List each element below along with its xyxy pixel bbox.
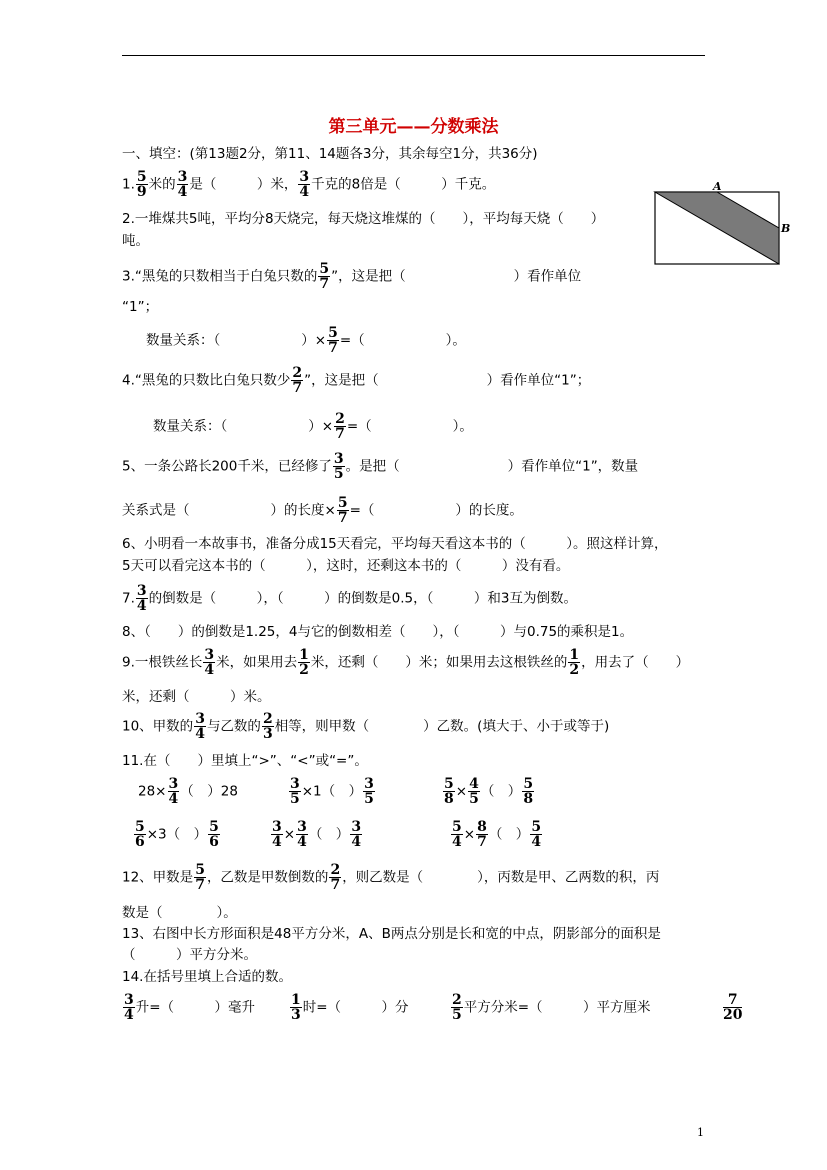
question-3-relation: 数量关系：（ ）× $\frac{5}{7}$ =（ ）。 (146, 325, 466, 356)
denominator: 4 (297, 834, 307, 850)
numerator: 3 (124, 992, 134, 1008)
fraction (350, 820, 362, 849)
numerator: 3 (272, 819, 282, 835)
fraction (522, 777, 534, 806)
section-heading: 一、填空：(第13题2分，第11、14题各3分，其余每空1分，共36分) (122, 146, 538, 162)
conversion-3: $\frac{2}{5}$ 平方分米=（ ）平方厘米 (452, 992, 651, 1023)
numerator: 5 (136, 169, 147, 185)
denominator: 4 (124, 1007, 134, 1023)
numerator: 3 (351, 819, 362, 835)
numerator: 5 (209, 819, 219, 835)
fraction (203, 648, 215, 677)
numerator: 5 (319, 261, 330, 277)
question-3-unit: “1”； (122, 299, 159, 315)
fraction (329, 863, 341, 892)
numerator: 1 (569, 647, 580, 663)
fraction (723, 993, 742, 1022)
denominator: 7 (337, 510, 348, 526)
question-7: 7. $\frac{3}{4}$ 的倒数是（ ），（ ）的倒数是0.5，（ ）和3互为倒数。 (122, 583, 577, 614)
fraction (530, 820, 542, 849)
fraction (291, 366, 303, 395)
numerator: 1 (291, 992, 301, 1008)
numerator: 5 (444, 776, 454, 792)
fraction (194, 863, 206, 892)
numerator: 2 (452, 992, 462, 1008)
numerator: 5 (337, 495, 348, 511)
denominator: 3 (262, 726, 273, 742)
compare-1: 28× $\frac{3}{4}$ （ ）28 (138, 776, 238, 807)
point-a-label: A (713, 180, 722, 193)
numerator: 2 (335, 411, 345, 427)
question-6a: 6、小明看一本故事书，准备分成15天看完，平均每天看这本书的（ ）。照这样计算， (122, 536, 668, 552)
numerator: 3 (195, 711, 205, 727)
numerator: 5 (195, 862, 205, 878)
fraction (334, 412, 346, 441)
numerator: 3 (204, 647, 215, 663)
fraction (296, 820, 308, 849)
numerator: 1 (299, 647, 309, 663)
fraction (289, 777, 301, 806)
question-2b: 吨。 (122, 233, 149, 249)
denominator: 7 (335, 426, 345, 442)
fraction (194, 712, 206, 741)
fraction (327, 326, 339, 355)
denominator: 5 (364, 791, 374, 807)
denominator: 3 (291, 1007, 301, 1023)
denominator: 4 (351, 834, 362, 850)
question-12b: 数是（ ）。 (122, 905, 237, 921)
question-13a: 13、右图中长方形面积是48平方分米，A、B两点分别是长和宽的中点，阴影部分的面积是 (122, 926, 661, 942)
numerator: 8 (477, 819, 487, 835)
denominator: 8 (523, 791, 534, 807)
page-number: 1 (697, 1126, 704, 1139)
fraction (468, 777, 480, 806)
numerator: 7 (723, 993, 742, 1008)
fraction (451, 993, 463, 1022)
denominator: 9 (136, 184, 147, 200)
question-5: 5、一条公路长200千米，已经修了 $\frac{3}{5}$ 。是把（ ）看作单位“1”，数量 (122, 451, 639, 482)
question-2a: 2.一堆煤共5吨，平均分8天烧完，每天烧这堆煤的（ ），平均每天烧（ ） (122, 211, 605, 227)
conversion-4 (722, 993, 743, 1022)
question-9b: 米，还剩（ ）米。 (122, 689, 271, 705)
denominator: 7 (292, 380, 303, 396)
denominator: 4 (195, 726, 205, 742)
fraction (208, 820, 220, 849)
fraction (271, 820, 283, 849)
fraction (136, 170, 148, 199)
denominator: 5 (290, 791, 300, 807)
fraction (298, 170, 310, 199)
question-10: 10、甲数的 $\frac{3}{4}$ 与乙数的 $\frac{2}{3}$ 相等，则甲数（ ）乙数。(填大于、小于或等于) (122, 711, 610, 742)
numerator: 3 (299, 169, 310, 185)
denominator: 4 (168, 791, 179, 807)
fraction (333, 452, 345, 481)
numerator: 5 (328, 325, 338, 341)
denominator: 7 (330, 877, 341, 893)
fraction (136, 584, 148, 613)
denominator: 7 (328, 340, 338, 356)
denominator: 4 (177, 184, 188, 200)
numerator: 3 (177, 169, 188, 185)
question-9: 9.一根铁丝长 $\frac{3}{4}$ 米，如果用去 $\frac{1}{2}$ 米，还剩（ ）米；如果用去这根铁丝的 $\frac{1}{2}$ ，用去了（ ） (122, 647, 690, 678)
compare-6: $\frac{5}{4}$ × $\frac{8}{7}$ （ ） $\frac{5}{4}$ (452, 819, 542, 850)
numerator: 4 (469, 776, 479, 792)
denominator: 8 (444, 791, 454, 807)
numerator: 3 (364, 776, 374, 792)
compare-5: $\frac{3}{4}$ × $\frac{3}{4}$ （ ） $\frac{3}{4}$ (272, 819, 362, 850)
fraction (451, 820, 463, 849)
numerator: 3 (297, 819, 307, 835)
fraction (168, 777, 180, 806)
question-1: 1. $\frac{5}{9}$ 米的 $\frac{3}{4}$ 是（ ）米， $\frac{3}{4}$ 千克的8倍是（ ）千克。 (122, 169, 496, 200)
denominator: 2 (569, 662, 580, 678)
denominator: 7 (477, 834, 487, 850)
fraction (363, 777, 375, 806)
fraction (262, 712, 274, 741)
denominator: 5 (333, 466, 344, 482)
numerator: 5 (531, 819, 542, 835)
numerator: 5 (452, 819, 462, 835)
numerator: 3 (136, 583, 147, 599)
fraction (568, 648, 580, 677)
question-8: 8、（ ）的倒数是1.25，4与它的倒数相差（ ），（ ）与0.75的乘积是1。 (122, 624, 634, 640)
numerator: 5 (523, 776, 534, 792)
fraction (298, 648, 310, 677)
denominator: 5 (452, 1007, 462, 1023)
numerator: 2 (262, 711, 273, 727)
question-12: 12、甲数是 $\frac{5}{7}$ ，乙数是甲数倒数的 $\frac{2}{7}$ ，则乙数是（ ），丙数是甲、乙两数的积，丙 (122, 862, 660, 893)
compare-4: $\frac{5}{6}$ ×3（ ） $\frac{5}{6}$ (135, 819, 219, 850)
fraction (134, 820, 146, 849)
denominator: 4 (136, 598, 147, 614)
denominator: 7 (319, 276, 330, 292)
compare-3: $\frac{5}{8}$ × $\frac{4}{5}$ （ ） $\frac{5}{8}$ (444, 776, 534, 807)
rectangle-figure (653, 180, 791, 270)
numerator: 3 (290, 776, 300, 792)
numerator: 2 (292, 365, 303, 381)
fraction (476, 820, 488, 849)
denominator: 4 (299, 184, 310, 200)
conversion-2: $\frac{1}{3}$ 时=（ ）分 (291, 992, 409, 1023)
question-13b: （ ）平方分米。 (122, 947, 257, 963)
question-5-relation: 关系式是（ ）的长度× $\frac{5}{7}$ =（ ）的长度。 (122, 495, 523, 526)
denominator: 6 (209, 834, 219, 850)
denominator: 20 (723, 1007, 743, 1023)
numerator: 3 (333, 451, 344, 467)
question-14: 14.在括号里填上合适的数。 (122, 969, 292, 985)
numerator: 2 (330, 862, 341, 878)
point-b-label: B (781, 222, 791, 235)
numerator: 5 (135, 819, 145, 835)
page-title: 第三单元——分数乘法 (328, 117, 499, 137)
denominator: 4 (204, 662, 215, 678)
fraction (177, 170, 189, 199)
denominator: 6 (135, 834, 145, 850)
compare-2: $\frac{3}{5}$ ×1（ ） $\frac{3}{5}$ (290, 776, 374, 807)
conversion-1: $\frac{3}{4}$ 升=（ ）毫升 (124, 992, 256, 1023)
denominator: 4 (452, 834, 462, 850)
denominator: 7 (195, 877, 205, 893)
denominator: 2 (299, 662, 309, 678)
fraction (318, 262, 330, 291)
numerator: 3 (168, 776, 179, 792)
fraction (337, 496, 349, 525)
denominator: 4 (531, 834, 542, 850)
fraction (443, 777, 455, 806)
question-11: 11.在（ ）里填上“>”、“<”或“=”。 (122, 753, 368, 769)
question-4-relation: 数量关系：（ ）× $\frac{2}{7}$ =（ ）。 (153, 411, 473, 442)
header-rule (122, 55, 705, 56)
denominator: 4 (272, 834, 282, 850)
question-6b: 5天可以看完这本书的（ ），这时，还剩这本书的（ ）没有看。 (122, 558, 570, 574)
fraction (123, 993, 135, 1022)
question-3: 3.“黑兔的只数相当于白兔只数的 $\frac{5}{7}$ ”，这是把（ ）看作单位 (122, 261, 582, 292)
fraction (290, 993, 302, 1022)
denominator: 5 (469, 791, 479, 807)
question-4: 4.“黑兔的只数比白兔只数少 $\frac{2}{7}$ ”，这是把（ ）看作单位“1”； (122, 365, 591, 396)
